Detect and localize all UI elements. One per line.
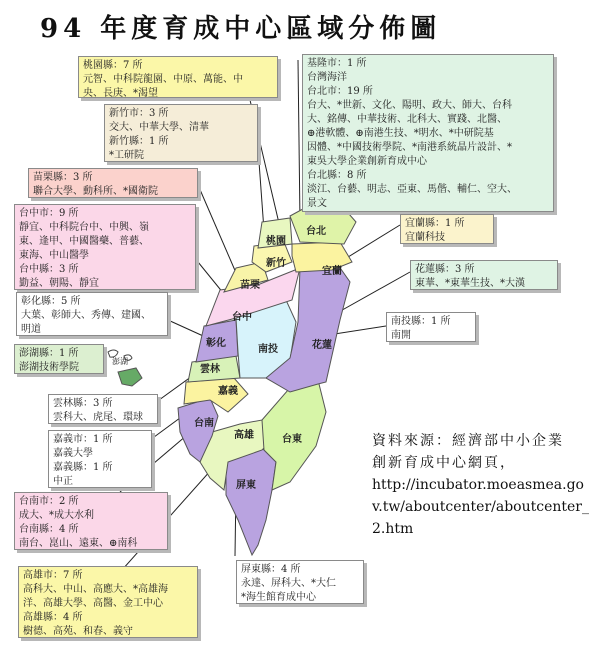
box-line: 花蓮縣：3 所 [415,264,475,275]
box-line: 屏東縣：4 所 [241,564,301,575]
box-line: 洋、高雄大學、高醫、金工中心 [23,598,163,609]
box-line: 苗栗縣：3 所 [33,172,93,183]
map-label-taipei: 台北 [306,226,326,237]
page-title: 94 年度育成中心區域分佈圖 [40,14,442,44]
box-line: 桃園縣：7 所 [83,60,143,71]
box-penghu [14,344,104,374]
box-line: 聯合大學、動科所、*國衛院 [33,186,158,197]
box-line: 淡江、台藝、明志、亞東、馬偕、輔仁、空大、 [307,184,517,195]
box-changhua [16,292,168,336]
box-taichung [14,204,196,290]
box-line: 元智、中科院龍園、中原、萬能、中 [83,74,243,85]
box-line: 景文 [307,198,327,209]
map-label-nantou: 南投 [258,344,278,355]
box-line: 靜宜、中科院台中、中興、嶺 [19,222,149,233]
box-line: *工研院 [109,150,144,161]
map-label-pingtung: 屏東 [236,480,256,491]
box-line: 高雄市：7 所 [23,570,83,581]
box-taoyuan [78,56,278,98]
map-label-taoyuan: 桃園 [266,236,286,247]
box-hsinchu [104,104,258,162]
box-line: 澎湖技術學院 [19,362,79,373]
box-keelung-taipei [302,54,554,212]
box-line: 宜蘭縣：1 所 [405,218,465,229]
leader-line-keelung-taipei [298,60,300,222]
box-line: 因體、*中國技術學院、*南港系統晶片設計、* [307,142,512,153]
map-label-yunlin: 雲林 [200,364,220,375]
box-line: 台南縣：4 所 [19,524,79,535]
box-line: 明道 [21,324,41,335]
box-chiayi [48,430,152,488]
box-line: 大葉、彰師大、秀傳、建國、 [21,310,151,321]
box-line: 中正 [53,476,73,487]
source-line-1: 資料來源：經濟部中小企業 [372,433,564,449]
map-label-tainan: 台南 [194,418,214,429]
box-line: 交大、中華大學、清華 [109,122,209,133]
source-url-1: http://incubator.moeasmea.go [372,477,584,493]
box-line: 澎湖縣：1 所 [19,348,79,359]
box-line: 彰化縣：5 所 [21,296,81,307]
source-citation [372,430,604,540]
map-label-yilan: 宜蘭 [322,266,342,277]
box-line: 高雄縣：4 所 [23,612,83,623]
box-line: 嘉義縣：1 所 [53,462,113,473]
map-label-taitung: 台東 [282,434,302,445]
box-line: 永達、屏科大、*大仁 [241,578,336,589]
box-line: 南開 [391,330,411,341]
region-pingtung [226,448,276,555]
map-label-penghu: 澎湖 [112,357,128,366]
box-line: 基隆市：1 所 [307,58,367,69]
box-line: *海生館育成中心 [241,592,316,603]
map-label-miaoli: 苗栗 [240,280,260,291]
box-line: 台北市：19 所 [307,86,373,97]
box-hualien [410,260,558,290]
box-line: 東華、*東華生技、*大漢 [415,278,525,289]
box-yunlin [48,394,158,424]
box-line: 樹德、高苑、和春、義守 [23,626,133,637]
box-yilan [400,214,494,244]
box-tainan [14,492,168,550]
box-line: 東、逢甲、中國醫藥、普藝、 [19,236,149,247]
source-url-3: 2.htm [372,521,414,537]
box-kaohsiung [18,566,198,638]
box-miaoli [28,168,198,198]
box-line: 南台、崑山、遠東、⊕南科 [19,538,138,549]
box-line: 成大、*成大水利 [19,510,94,521]
box-nantou [386,312,476,342]
box-line: 新竹市：3 所 [109,108,169,119]
box-line: 央、長庚、*渴望 [83,88,158,98]
box-line: 雲科大、虎尾、環球 [53,412,143,423]
box-line: 台灣海洋 [307,72,347,83]
source-url-2: v.tw/aboutcenter/aboutcenter_ [372,499,589,515]
box-line: 台中縣：3 所 [19,264,79,275]
map-label-hsinchu: 新竹 [266,258,286,269]
box-line: 大、銘傳、中華技術、北科大、實踐、北醫、 [307,114,507,125]
box-line: 雲林縣：3 所 [53,398,113,409]
leader-line-miaoli [198,185,240,282]
box-line: 台大、*世新、文化、陽明、政大、師大、台科 [307,100,512,111]
box-line: 東海、中山醫學 [19,250,89,261]
box-line: 嘉義市：1 所 [53,434,113,445]
box-line: 東吳大學企業創新育成中心 [307,156,427,167]
box-line: 嘉義大學 [53,448,93,459]
box-pingtung [236,560,364,604]
box-line: 新竹縣：1 所 [109,136,169,147]
box-line: 南投縣：1 所 [391,316,451,327]
box-line: 高科大、中山、高應大、*高雄海 [23,584,168,595]
box-line: ⊕港軟體、⊕南港生技、*明水、*中研院基 [307,128,494,139]
box-line: 台北縣：8 所 [307,170,367,181]
box-line: 台中市：9 所 [19,208,79,219]
map-label-taichung: 台中 [232,312,252,323]
box-line: 宜蘭科技 [405,232,445,243]
source-line-2: 創新育成中心網頁， [372,455,516,471]
map-label-changhua: 彰化 [206,338,226,349]
map-label-kaohsiung: 高雄 [234,430,254,441]
map-label-chiayi: 嘉義 [218,386,238,397]
region-penghu [118,368,142,386]
box-line: 台南市：2 所 [19,496,79,507]
map-label-hualien: 花蓮 [312,340,332,351]
box-line: 勤益、朝陽、靜宜 [19,278,99,289]
